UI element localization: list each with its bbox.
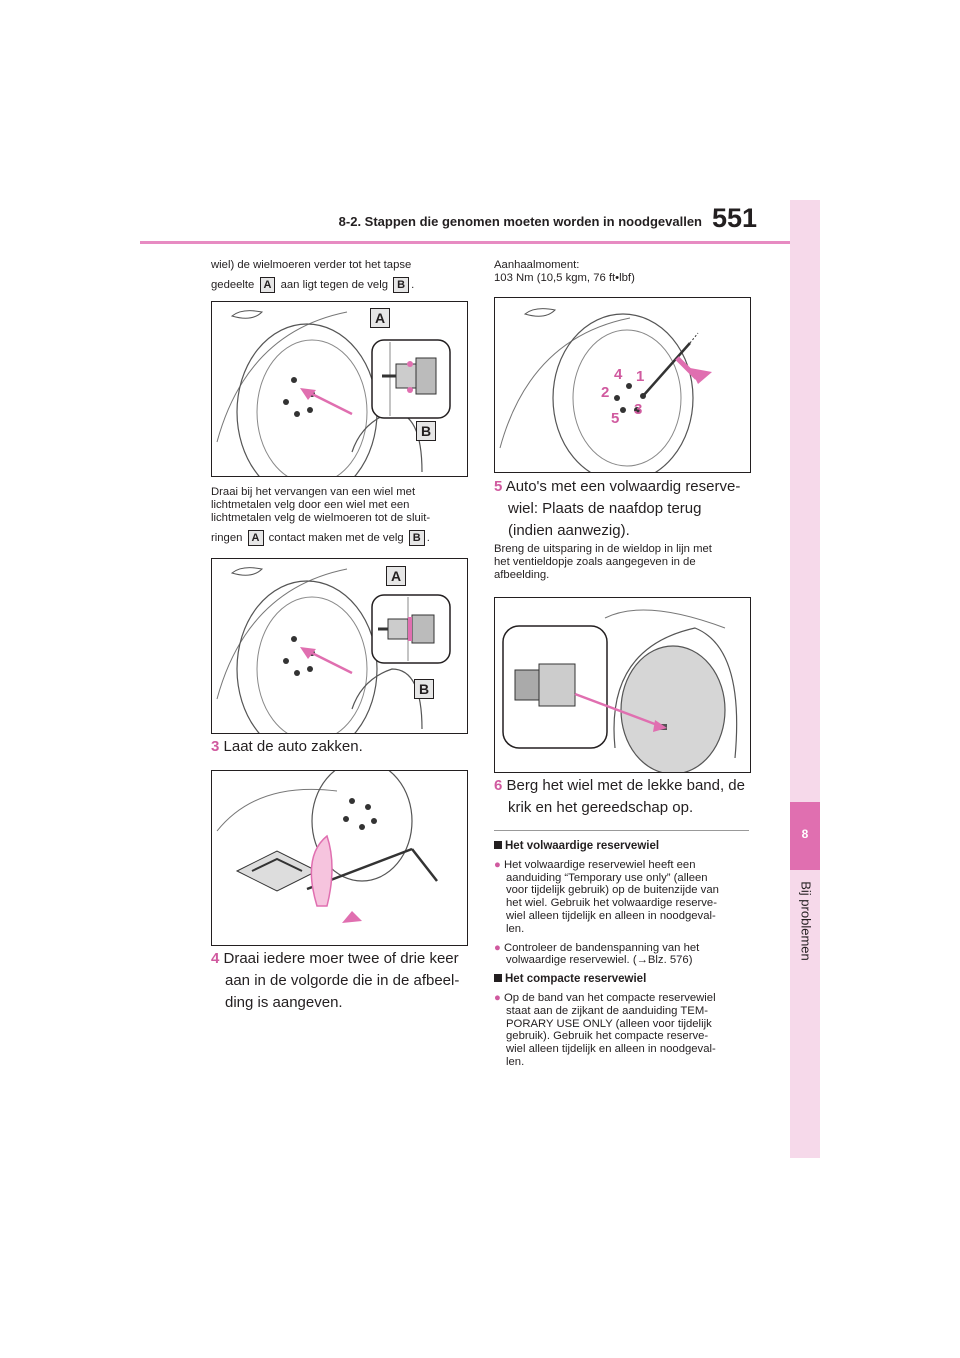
step-number: 5 bbox=[494, 478, 503, 495]
alloy-line: ringen bbox=[211, 532, 243, 545]
square-bullet-icon bbox=[494, 841, 502, 849]
step-text: (indien aanwezig). bbox=[508, 522, 630, 539]
step-3 bbox=[211, 736, 363, 758]
note-heading: Het volwaardige reservewiel bbox=[494, 840, 764, 853]
step-4 bbox=[211, 948, 459, 1014]
figure-hubcap-alignment bbox=[494, 597, 751, 773]
fig2-label-b: B bbox=[414, 679, 434, 699]
circle-bullet-icon: ● bbox=[494, 991, 501, 1004]
label-a-box: A bbox=[248, 530, 264, 546]
note-paragraph: ● Op de band van het compacte reservewiel staat aan de zijkant de aanduiding TEM- PORARY USE ONLY (alleen voor tijdelijk gebruik). Gebruik het compacte reserve- wiel alleen tijdelijk en alleen in noodgeval- len. bbox=[494, 991, 716, 1068]
step-number: 6 bbox=[494, 777, 503, 794]
alloy-line: contact maken met de velg bbox=[268, 532, 404, 545]
chapter-label: Bij problemen bbox=[798, 881, 814, 961]
seq-num: 1 bbox=[636, 368, 645, 385]
notes-divider bbox=[494, 830, 749, 831]
step-number: 3 bbox=[211, 738, 220, 755]
align-line: het ventieldopje zoals aangegeven in de bbox=[494, 555, 696, 568]
torque-text bbox=[494, 259, 635, 285]
section-title: 8-2. Stappen die genomen moeten worden in noodgevallen bbox=[338, 214, 702, 229]
header-rule bbox=[140, 241, 790, 244]
seq-num: 4 bbox=[614, 366, 623, 383]
step-text: ding is aangeven. bbox=[225, 994, 343, 1011]
step-text: Laat de auto zakken. bbox=[223, 738, 363, 755]
step-6 bbox=[494, 775, 745, 819]
label-b-box: B bbox=[409, 530, 425, 546]
figure-alloy-washer bbox=[211, 558, 468, 734]
step-5 bbox=[494, 476, 740, 542]
step-text: aan in de volgorde die in de afbeel- bbox=[225, 972, 460, 989]
step-text: Berg het wiel met de lekke band, de bbox=[506, 777, 745, 794]
note-paragraph: ● Het volwaardige reservewiel heeft een aanduiding “Temporary use only” (alleen voor tijdelijk gebruik) op de buitenzijde van het wiel. Gebruik het volwaardige reserve- wiel alleen tijdelijk en alleen in noodgeval- len. bbox=[494, 858, 719, 935]
note-paragraph: ● Controleer de bandenspanning van het volwaardige reservewiel. (→Blz. 576) bbox=[494, 941, 700, 967]
circle-bullet-icon: ● bbox=[494, 858, 501, 871]
intro-line: wiel) de wielmoeren verder tot het tapse bbox=[211, 259, 412, 271]
align-line: Breng de uitsparing in de wieldop in lijn met bbox=[494, 543, 712, 555]
step-text: Auto's met een volwaardig reserve- bbox=[505, 478, 741, 495]
align-line: afbeelding. bbox=[494, 568, 550, 581]
seq-num: 5 bbox=[611, 410, 620, 427]
intro-line: aan ligt tegen de velg bbox=[280, 278, 388, 291]
alloy-line: lichtmetalen velg door een wiel met een bbox=[211, 498, 410, 511]
square-bullet-icon bbox=[494, 974, 502, 982]
fig2-label-a: A bbox=[386, 566, 406, 586]
label-a-box: A bbox=[260, 277, 276, 293]
label-b-box: B bbox=[393, 277, 409, 293]
step-text: krik en het gereedschap op. bbox=[508, 799, 694, 816]
torque-value: 103 Nm (10,5 kgm, 76 ft•lbf) bbox=[494, 271, 635, 284]
align-text bbox=[494, 543, 712, 581]
note-heading: Het compacte reservewiel bbox=[494, 973, 764, 986]
fig1-label-a: A bbox=[370, 308, 390, 328]
alloy-text: Draai bij het vervangen van een wiel met lichtmetalen velg door een wiel met een lichtmetalen velg de wielmoeren tot de sluit- ringen A contact maken met de velg B . bbox=[211, 486, 431, 545]
alloy-line: lichtmetalen velg de wielmoeren tot de sluit- bbox=[211, 511, 431, 524]
figure-nut-taper bbox=[211, 301, 468, 477]
fig1-label-b: B bbox=[416, 421, 436, 441]
seq-num: 2 bbox=[601, 384, 610, 401]
step-text: Draai iedere moer twee of drie keer bbox=[223, 950, 459, 967]
intro-line: gedeelte bbox=[211, 278, 255, 291]
step-number: 4 bbox=[211, 950, 220, 967]
page-number: 551 bbox=[712, 203, 758, 233]
torque-label: Aanhaalmoment: bbox=[494, 259, 580, 271]
alloy-line: Draai bij het vervangen van een wiel met bbox=[211, 486, 416, 498]
figure-lower-jack bbox=[211, 770, 468, 946]
notes bbox=[494, 840, 764, 1069]
step-text: wiel: Plaats de naafdop terug bbox=[508, 500, 702, 517]
chapter-side-tab bbox=[790, 200, 820, 1158]
seq-num: 3 bbox=[634, 401, 643, 418]
intro-text: wiel) de wielmoeren verder tot het tapse gedeelte A aan ligt tegen de velg B . bbox=[211, 259, 415, 291]
chapter-number: 8 bbox=[801, 827, 809, 841]
figure-tightening-sequence bbox=[494, 297, 751, 473]
circle-bullet-icon: ● bbox=[494, 941, 501, 954]
